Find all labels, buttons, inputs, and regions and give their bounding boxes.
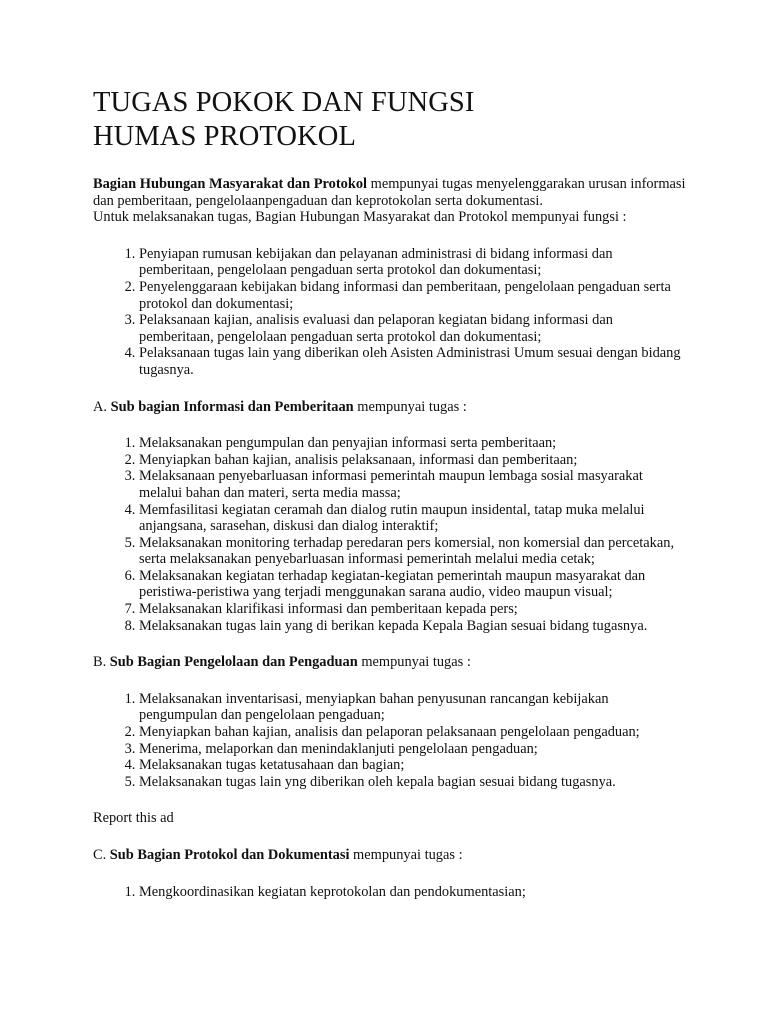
list-item: 3. Melaksanaan penyebarluasan informasi pemerintah maupun lembaga sosial masyarakat melalui bahan dan materi, serta media massa; — [139, 468, 688, 501]
section-b-heading — [93, 654, 688, 671]
intro-paragraph — [93, 176, 688, 226]
list-item: 3. Menerima, melaporkan dan menindaklanjuti pengelolaan pengaduan; — [139, 741, 688, 758]
title-line-1: TUGAS POKOK DAN FUNGSI — [93, 87, 475, 118]
section-c-suffix: mempunyai tugas : — [349, 847, 463, 863]
list-item: 7. Melaksanakan klarifikasi informasi dan pemberitaan kepada pers; — [139, 601, 688, 618]
list-item: 4. Melaksanakan tugas ketatusahaan dan bagian; — [139, 757, 688, 774]
section-b-list — [93, 691, 688, 791]
title-line-2: HUMAS PROTOKOL — [93, 121, 356, 152]
intro-bold: Bagian Hubungan Masyarakat dan Protokol — [93, 176, 368, 192]
list-item: 1. Penyiapan rumusan kebijakan dan pelayanan administrasi di bidang informasi dan pemberitaan, pengelolaan pengaduan serta protokol dan dokumentasi; — [139, 246, 688, 279]
list-item: 2. Penyelenggaraan kebijakan bidang informasi dan pemberitaan, pengelolaan pengaduan serta protokol dan dokumentasi; — [139, 279, 688, 312]
section-c-bold: Sub Bagian Protokol dan Dokumentasi — [109, 847, 350, 863]
list-item: 5. Melaksanakan tugas lain yng diberikan oleh kepala bagian sesuai bidang tugasnya. — [139, 774, 688, 791]
section-b-suffix: mempunyai tugas : — [357, 654, 471, 671]
section-c-heading — [93, 847, 688, 864]
section-b-bold: Sub Bagian Pengelolaan dan Pengaduan — [109, 654, 358, 671]
section-c-prefix: C. — [93, 847, 110, 863]
section-a-suffix: mempunyai tugas : — [353, 398, 467, 415]
list-item: 1. Melaksanakan inventarisasi, menyiapkan bahan penyusunan rancangan kebijakan pengumpulan dan pengelolaan pengaduan; — [139, 691, 688, 724]
section-b-prefix: B. — [93, 654, 110, 671]
intro-text: mempunyai tugas menyelenggarakan urusan informasi dan pemberitaan, pengelolaanpengaduan dan keprotokolan serta dokumentasi. — [93, 176, 686, 209]
fungsi-list — [93, 246, 688, 379]
section-a-bold: Sub bagian Informasi dan Pemberitaan — [110, 398, 354, 415]
list-item: 2. Menyiapkan bahan kajian, analisis pelaksanaan, informasi dan pemberitaan; — [139, 452, 688, 469]
intro-line-2: Untuk melaksanakan tugas, Bagian Hubungan Masyarakat dan Protokol mempunyai fungsi : — [93, 209, 627, 226]
list-item: 4. Memfasilitasi kegiatan ceramah dan dialog rutin maupun insidental, tatap muka melalui anjangsana, sarasehan, diskusi dan dialog interaktif; — [139, 502, 688, 535]
list-item: 5. Melaksanakan monitoring terhadap peredaran pers komersial, non komersial dan percetakan, serta melaksanakan penyebarluasan informasi pemerintah melalui media cetak; — [139, 535, 688, 568]
page-title — [93, 86, 688, 154]
list-item: 2. Menyiapkan bahan kajian, analisis dan pelaporan pelaksanaan pengelolaan pengaduan; — [139, 724, 688, 741]
list-item: 8. Melaksanakan tugas lain yang di berikan kepada Kepala Bagian sesuai bidang tugasnya. — [139, 618, 688, 635]
list-item: 1. Melaksanakan pengumpulan dan penyajian informasi serta pemberitaan; — [139, 435, 688, 452]
section-a-prefix: A. — [93, 398, 111, 415]
section-c-list — [93, 884, 688, 901]
section-a-heading — [93, 399, 688, 416]
list-item: 6. Melaksanakan kegiatan terhadap kegiatan-kegiatan pemerintah maupun masyarakat dan peristiwa-peristiwa yang terjadi menggunakan sarana audio, video maupun visual; — [139, 568, 688, 601]
list-item: 3. Pelaksanaan kajian, analisis evaluasi dan pelaporan kegiatan bidang informasi dan pemberitaan, pengelolaan pengaduan serta protokol dan dokumentasi; — [139, 312, 688, 345]
list-item: 4. Pelaksanaan tugas lain yang diberikan oleh Asisten Administrasi Umum sesuai dengan bidang tugasnya. — [139, 345, 688, 378]
list-item: 1. Mengkoordinasikan kegiatan keprotokolan dan pendokumentasian; — [139, 884, 688, 901]
report-ad-link[interactable]: Report this ad — [93, 810, 174, 827]
section-a-list — [93, 435, 688, 634]
